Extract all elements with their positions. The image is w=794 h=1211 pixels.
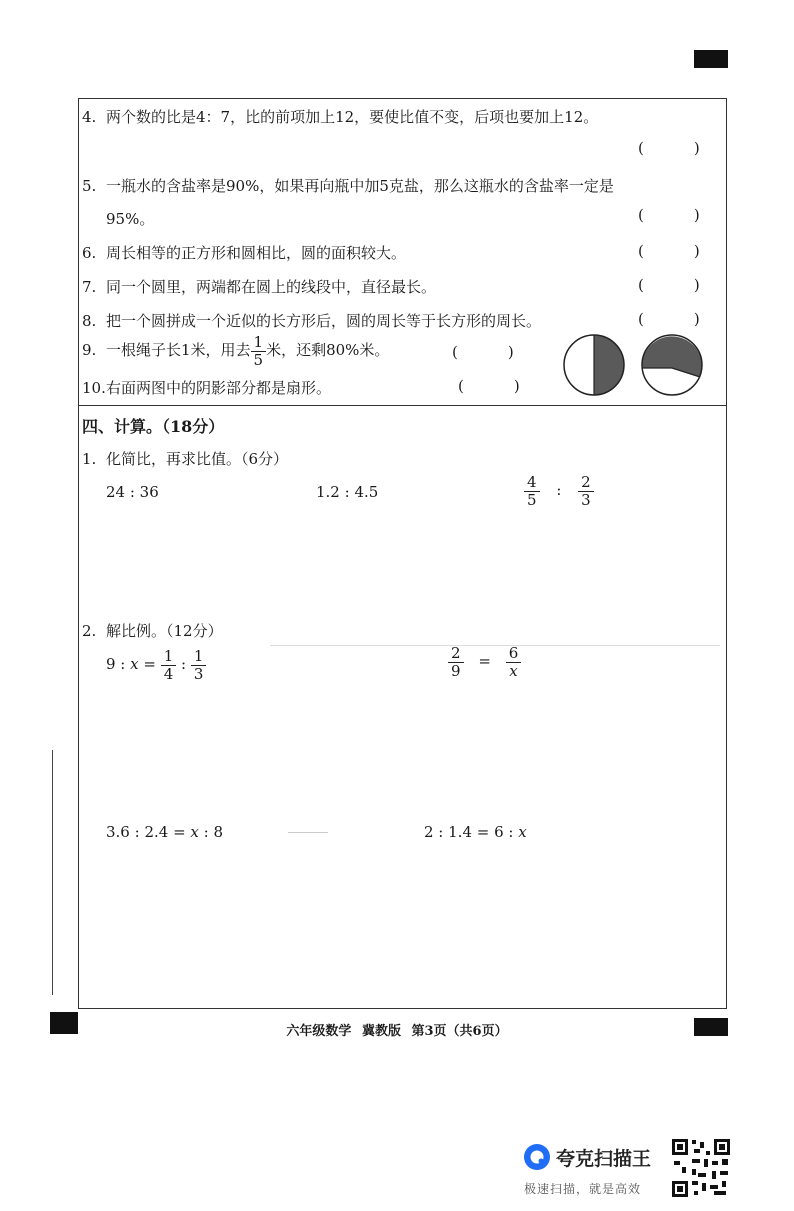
fraction-one-third: $\frac{1}{3}$ xyxy=(191,648,207,682)
answer-blank-7[interactable]: ( ) xyxy=(638,276,700,294)
part-title: 解比例。（12分） xyxy=(106,622,223,640)
shaded-region xyxy=(594,335,624,395)
answer-blank-6[interactable]: ( ) xyxy=(638,242,700,260)
question-text: 两个数的比是4：7，比的前项加上12，要使比值不变，后项也要加上12。 xyxy=(106,108,599,126)
part-number: 2. xyxy=(82,622,97,640)
proportion-2: $\frac{2}{9}$ = $\frac{6}{x}$ xyxy=(448,645,521,679)
question-text: 95%。 xyxy=(106,210,155,228)
section-4-title: 四、计算。（18分） xyxy=(82,417,225,436)
fraction-two-ninths: $\frac{2}{9}$ xyxy=(448,645,464,679)
scan-artifact-line xyxy=(288,832,328,833)
proportion-3: 3.6 : 2.4 = x : 8 xyxy=(106,823,224,841)
registration-mark-top-right xyxy=(694,50,728,68)
question-number: 4. xyxy=(82,108,97,126)
qr-code-icon xyxy=(670,1137,732,1199)
circle-figure-2 xyxy=(640,333,704,397)
question-5 xyxy=(82,175,614,196)
fraction-one-fourth: $\frac{1}{4}$ xyxy=(161,648,177,682)
proportion-1: 9 : x = $\frac{1}{4}$ : $\frac{1}{3}$ xyxy=(106,648,206,682)
ratio-colon: : xyxy=(556,481,562,499)
question-number: 8. xyxy=(82,312,97,330)
fraction-two-thirds: $\frac{2}{3}$ xyxy=(578,474,594,508)
question-number: 10. xyxy=(82,379,106,397)
question-5-continued xyxy=(106,208,154,229)
page-footer: 六年级数学 冀教版 第3页（共6页） xyxy=(286,1024,508,1039)
answer-blank-5[interactable]: ( ) xyxy=(638,206,700,224)
answer-blank-4[interactable]: ( ) xyxy=(638,139,700,157)
ratio-expression-1: 24 : 36 xyxy=(106,483,159,501)
ratio-expression-2: 1.2 : 4.5 xyxy=(316,483,379,501)
question-number: 7. xyxy=(82,278,97,296)
binding-edge-line xyxy=(52,750,53,995)
question-text: 米，还剩80%米。 xyxy=(266,341,390,359)
question-8 xyxy=(82,310,541,331)
part-title: 化简比，再求比值。（6分） xyxy=(106,450,289,468)
question-6 xyxy=(82,242,406,263)
question-number: 5. xyxy=(82,177,97,195)
shaded-sector xyxy=(642,336,702,377)
question-number: 9. xyxy=(82,341,97,359)
ratio-expression-3 xyxy=(524,474,594,508)
fraction-four-fifths: $\frac{4}{5}$ xyxy=(524,474,540,508)
part-2-heading xyxy=(82,620,223,641)
part-1-heading xyxy=(82,448,288,469)
scanner-slogan: 极速扫描，就是高效 xyxy=(524,1182,642,1196)
section-divider xyxy=(78,405,727,406)
question-text: 右面两图中的阴影部分都是扇形。 xyxy=(106,379,332,397)
question-number: 6. xyxy=(82,244,97,262)
answer-frame xyxy=(78,98,727,1009)
question-4 xyxy=(82,106,598,127)
question-text: 同一个圆里，两端都在圆上的线段中，直径最长。 xyxy=(106,278,437,296)
question-text: 周长相等的正方形和圆相比，圆的面积较大。 xyxy=(106,244,407,262)
question-7 xyxy=(82,276,436,297)
answer-blank-10[interactable]: ( ) xyxy=(458,377,520,395)
quark-logo-icon xyxy=(522,1142,552,1172)
fraction-one-fifth: $\frac{1}{5}$ xyxy=(251,334,267,368)
question-9 xyxy=(82,334,389,368)
question-text: 一根绳子长1米，用去 xyxy=(106,341,251,359)
question-10 xyxy=(82,377,331,398)
answer-blank-9[interactable]: ( ) xyxy=(452,343,514,361)
fraction-six-over-x: $\frac{6}{x}$ xyxy=(506,645,522,679)
circle-figure-1 xyxy=(562,333,626,397)
question-text: 一瓶水的含盐率是90%，如果再向瓶中加5克盐，那么这瓶水的含盐率一定是 xyxy=(106,177,614,195)
scanner-brand-name: 夸克扫描王 xyxy=(556,1148,652,1170)
part-number: 1. xyxy=(82,450,97,468)
question-text: 把一个圆拼成一个近似的长方形后，圆的周长等于长方形的周长。 xyxy=(106,312,542,330)
proportion-4: 2 : 1.4 = 6 : x xyxy=(424,823,527,841)
answer-blank-8[interactable]: ( ) xyxy=(638,310,700,328)
